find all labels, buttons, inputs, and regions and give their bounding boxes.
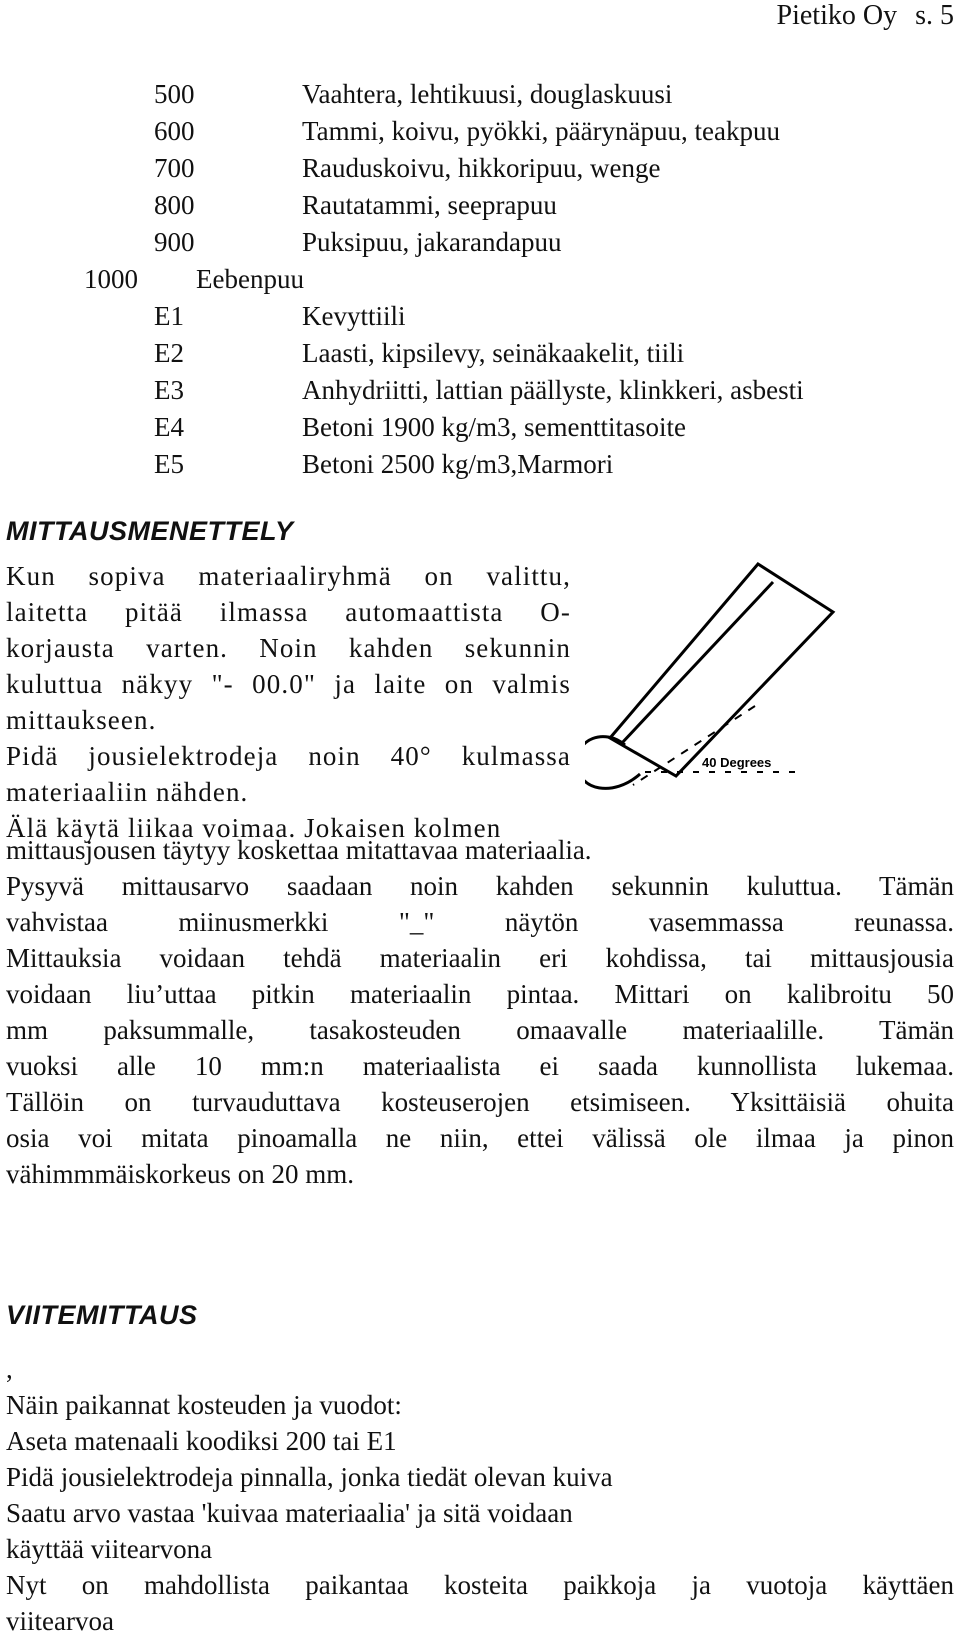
- angle-label: 40 Degrees: [702, 755, 772, 770]
- material-description: Anhydriitti, lattian päällyste, klinkkeri, asbesti: [302, 375, 804, 405]
- text-line: Pidä jousielektrodeja noin 40° kulmassa: [6, 741, 571, 771]
- material-description: Rautatammi, seeprapuu: [302, 190, 557, 220]
- text-line: mittausjousen täytyy koskettaa mitattavaa materiaalia.: [6, 835, 592, 865]
- material-code: 800: [154, 190, 195, 220]
- material-description: Laasti, kipsilevy, seinäkaakelit, tiili: [302, 338, 685, 368]
- angle-dashed-line: [633, 706, 755, 785]
- text-line: Pidä jousielektrodeja pinnalla, jonka tiedät olevan kuiva: [6, 1462, 613, 1492]
- material-code: 1000: [84, 264, 138, 294]
- material-code: 900: [154, 227, 195, 257]
- code-row: [0, 150, 960, 187]
- material-description: Betoni 2500 kg/m3,Marmori: [302, 449, 614, 479]
- material-code: 600: [154, 116, 195, 146]
- electrode-tip-curve: [585, 737, 640, 789]
- text-line: korjausta varten. Noin kahden sekunnin: [6, 633, 571, 663]
- measurement-intro-text: [6, 558, 571, 846]
- material-description: Puksipuu, jakarandapuu: [302, 227, 562, 257]
- text-line: käyttää viitearvona: [6, 1534, 213, 1564]
- code-row: [0, 261, 960, 298]
- text-line: ,: [6, 1354, 13, 1384]
- page-number: s. 5: [915, 0, 954, 31]
- material-code: E3: [154, 375, 184, 405]
- material-description: Vaahtera, lehtikuusi, douglaskuusi: [302, 79, 673, 109]
- text-line: Nyt on mahdollista paikantaa kosteita paikkoja ja vuotoja käyttäen: [6, 1570, 954, 1600]
- code-row: [0, 372, 960, 409]
- material-code: E1: [154, 301, 184, 331]
- text-line: Mittauksia voidaan tehdä materiaalin eri kohdissa, tai mittausjousia: [6, 943, 954, 973]
- text-line: vuoksi alle 10 mm:n materiaalista ei saada kunnollista lukemaa.: [6, 1051, 954, 1081]
- text-line: vahvistaa miinusmerkki "_" näytön vasemmassa reunassa.: [6, 907, 954, 937]
- reference-measurement-text: [6, 1351, 954, 1639]
- text-line: Pysyvä mittausarvo saadaan noin kahden sekunnin kuluttua. Tämän: [6, 871, 954, 901]
- electrode-angle-diagram: [585, 560, 840, 830]
- measurement-procedure-text: [6, 832, 954, 1192]
- code-row: [0, 224, 960, 261]
- code-row: [0, 409, 960, 446]
- text-line: mittaukseen.: [6, 705, 157, 735]
- text-line: laitetta pitää ilmassa automaattista O-: [6, 597, 571, 627]
- material-code-table: [0, 76, 960, 483]
- text-line: Älä käytä liikaa voimaa. Jokaisen kolmen: [6, 813, 502, 843]
- code-row: [0, 446, 960, 483]
- material-code: E5: [154, 449, 184, 479]
- material-code: E2: [154, 338, 184, 368]
- code-row: [0, 76, 960, 113]
- material-description: Betoni 1900 kg/m3, sementtitasoite: [302, 412, 686, 442]
- text-line: Saatu arvo vastaa 'kuivaa materiaalia' ja sitä voidaan: [6, 1498, 573, 1528]
- text-line: Tällöin on turvauduttava kosteuserojen etsimiseen. Yksittäisiä ohuita: [6, 1087, 954, 1117]
- material-description: Kevyttiili: [302, 301, 406, 331]
- section-heading-viitemittaus: VIITEMITTAUS: [6, 1300, 198, 1330]
- code-row: [0, 187, 960, 224]
- code-row: [0, 113, 960, 150]
- material-code: 500: [154, 79, 195, 109]
- code-row: [0, 298, 960, 335]
- text-line: materiaaliin nähden.: [6, 777, 249, 807]
- text-line: vähimmmäiskorkeus on 20 mm.: [6, 1159, 354, 1189]
- company-name: Pietiko Oy: [776, 0, 898, 31]
- material-description: Tammi, koivu, pyökki, päärynäpuu, teakpuu: [302, 116, 781, 146]
- text-line: Kun sopiva materiaaliryhmä on valittu,: [6, 561, 571, 591]
- material-code: 700: [154, 153, 195, 183]
- code-row: [0, 335, 960, 372]
- text-line: Näin paikannat kosteuden ja vuodot:: [6, 1390, 402, 1420]
- material-code: E4: [154, 412, 184, 442]
- section-heading-mittausmenettely: MITTAUSMENETTELY: [6, 516, 294, 546]
- material-description: Eebenpuu: [196, 264, 304, 294]
- page-header: [777, 0, 954, 32]
- text-line: mm paksummalle, tasakosteuden omaavalle materiaalille. Tämän: [6, 1015, 954, 1045]
- text-line: voidaan liu’uttaa pitkin materiaalin pintaa. Mittari on kalibroitu 50: [6, 979, 954, 1009]
- material-description: Rauduskoivu, hikkoripuu, wenge: [302, 153, 661, 183]
- text-line: viitearvoa: [6, 1606, 114, 1636]
- text-line: kuluttua näkyy "- 00.0" ja laite on valmis: [6, 669, 571, 699]
- text-line: Aseta matenaali koodiksi 200 tai E1: [6, 1426, 397, 1456]
- text-line: osia voi mitata pinoamalla ne niin, ettei välissä ole ilmaa ja pinon: [6, 1123, 954, 1153]
- electrode-probe-outline: [610, 564, 833, 776]
